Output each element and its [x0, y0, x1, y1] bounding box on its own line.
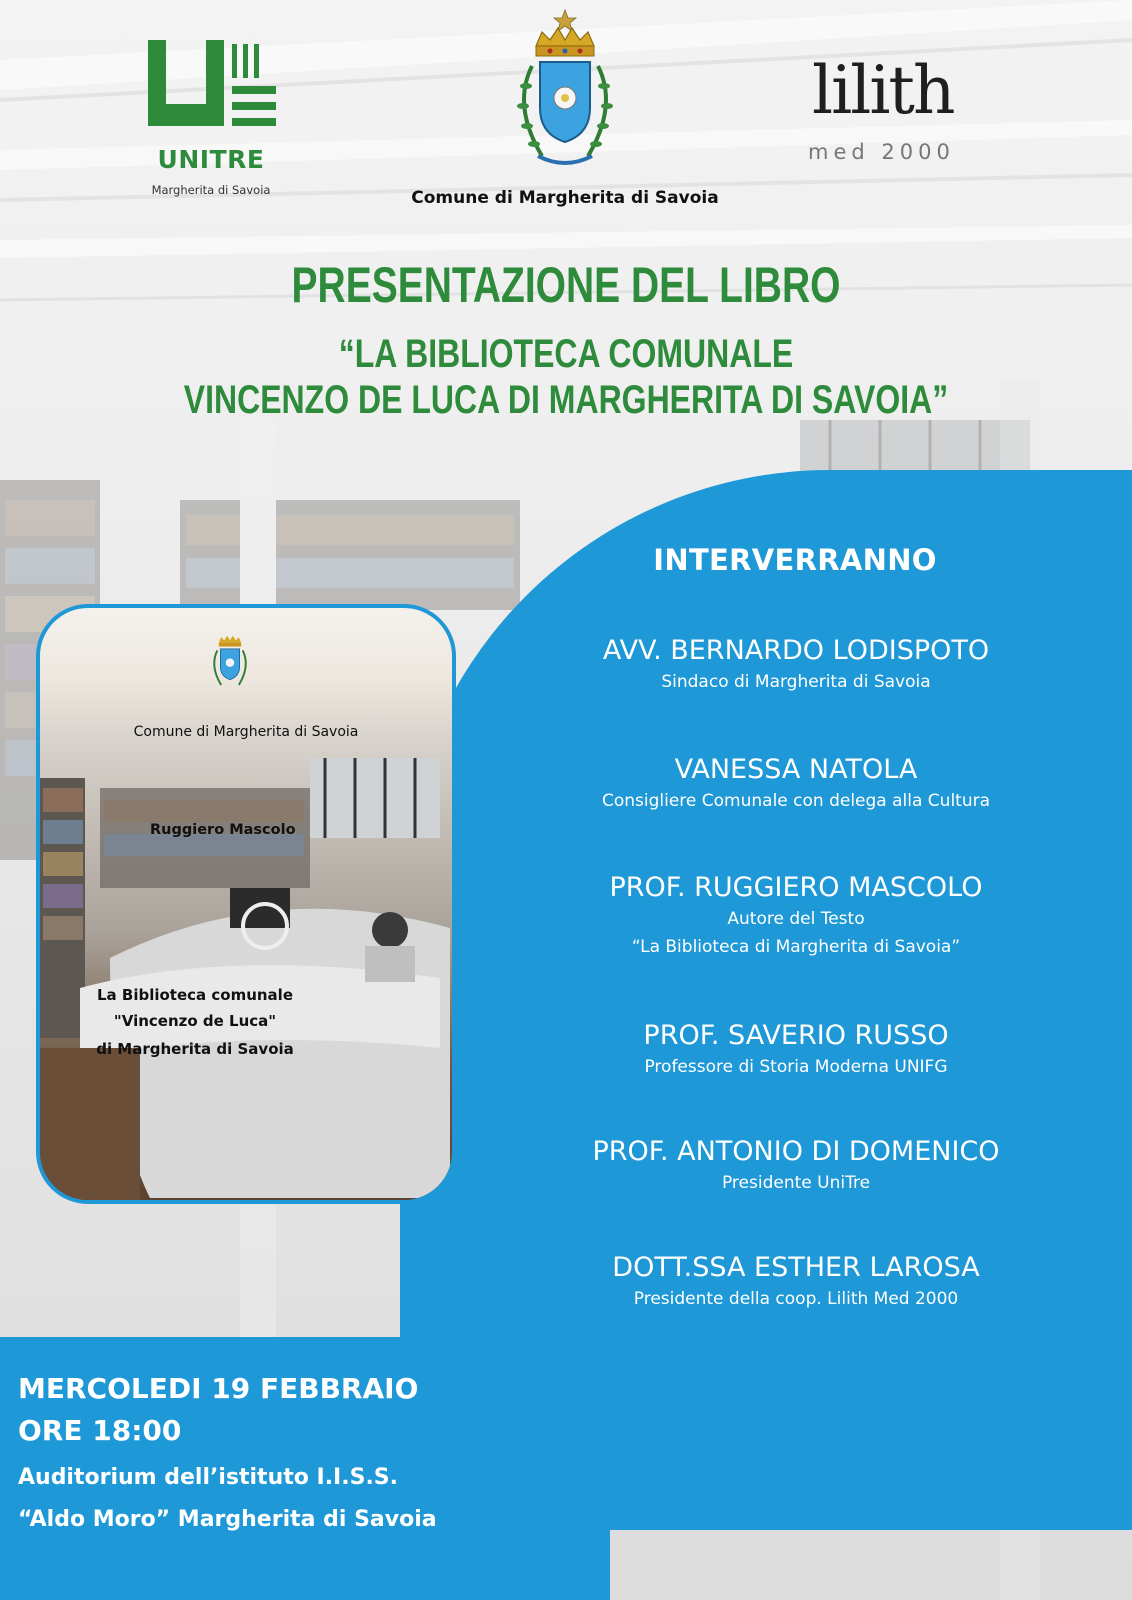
main-title: PRESENTAZIONE DEL LIBRO: [291, 257, 841, 313]
speaker-role-detail: “La Biblioteca di Margherita di Savoia”: [631, 937, 961, 957]
speaker-role: Presidente UniTre: [721, 1173, 871, 1193]
book-cover-author: Ruggiero Mascolo: [150, 822, 296, 838]
lilith-logo-subtitle: med 2000: [808, 140, 955, 164]
speaker-role: Consigliere Comunale con delega alla Cultura: [601, 791, 991, 811]
speaker-role: Autore del Testo: [727, 909, 865, 929]
speaker-role: Sindaco di Margherita di Savoia: [661, 672, 931, 692]
unitre-logo-name: UNITRE: [157, 145, 265, 174]
speaker-item: [490, 753, 1102, 815]
event-time: ORE 18:00: [18, 1414, 182, 1447]
book-title-line-2: VINCENZO DE LUCA DI MARGHERITA DI SAVOIA”: [183, 378, 949, 422]
unitre-logo-subtitle: Margherita di Savoia: [151, 183, 271, 197]
speaker-name: PROF. ANTONIO DI DOMENICO: [592, 1136, 1000, 1167]
event-venue-line-2: “Aldo Moro” Margherita di Savoia: [18, 1507, 437, 1532]
speaker-item: [490, 1135, 1102, 1197]
coat-of-arms-icon: [205, 624, 255, 696]
speaker-item: [490, 1251, 1102, 1313]
unitre-logo-icon: [148, 40, 283, 132]
library-desk-illustration: [40, 608, 452, 1200]
book-title-line-1: “LA BIBLIOTECA COMUNALE: [338, 332, 794, 376]
book-cover-title-line: La Biblioteca comunale: [96, 986, 293, 1004]
book-cover-image: [40, 608, 452, 1200]
speaker-name: DOTT.SSA ESTHER LAROSA: [612, 1252, 980, 1283]
coat-of-arms-icon: [500, 6, 630, 176]
speaker-item: [490, 871, 1102, 961]
comune-logo-name: Comune di Margherita di Savoia: [411, 188, 719, 208]
book-cover: [36, 604, 456, 1204]
lilith-logo-name: lilith: [812, 52, 954, 129]
book-cover-title-line: di Margherita di Savoia: [96, 1040, 294, 1058]
book-cover-title-line: "Vincenzo de Luca": [113, 1012, 277, 1030]
speaker-name: PROF. RUGGIERO MASCOLO: [609, 872, 983, 903]
speakers-heading: INTERVERRANNO: [653, 543, 937, 577]
event-date: MERCOLEDI 19 FEBBRAIO: [18, 1372, 419, 1405]
speaker-item: [490, 634, 1102, 696]
speaker-name: PROF. SAVERIO RUSSO: [643, 1020, 949, 1051]
speaker-name: VANESSA NATOLA: [674, 754, 918, 785]
speaker-role: Presidente della coop. Lilith Med 2000: [633, 1289, 959, 1309]
speaker-name: AVV. BERNARDO LODISPOTO: [602, 635, 990, 666]
book-cover-publisher: Comune di Margherita di Savoia: [133, 724, 359, 740]
speaker-item: [490, 1019, 1102, 1081]
event-venue-line-1: Auditorium dell’istituto I.I.S.S.: [18, 1465, 399, 1490]
speaker-role: Professore di Storia Moderna UNIFG: [644, 1057, 948, 1077]
